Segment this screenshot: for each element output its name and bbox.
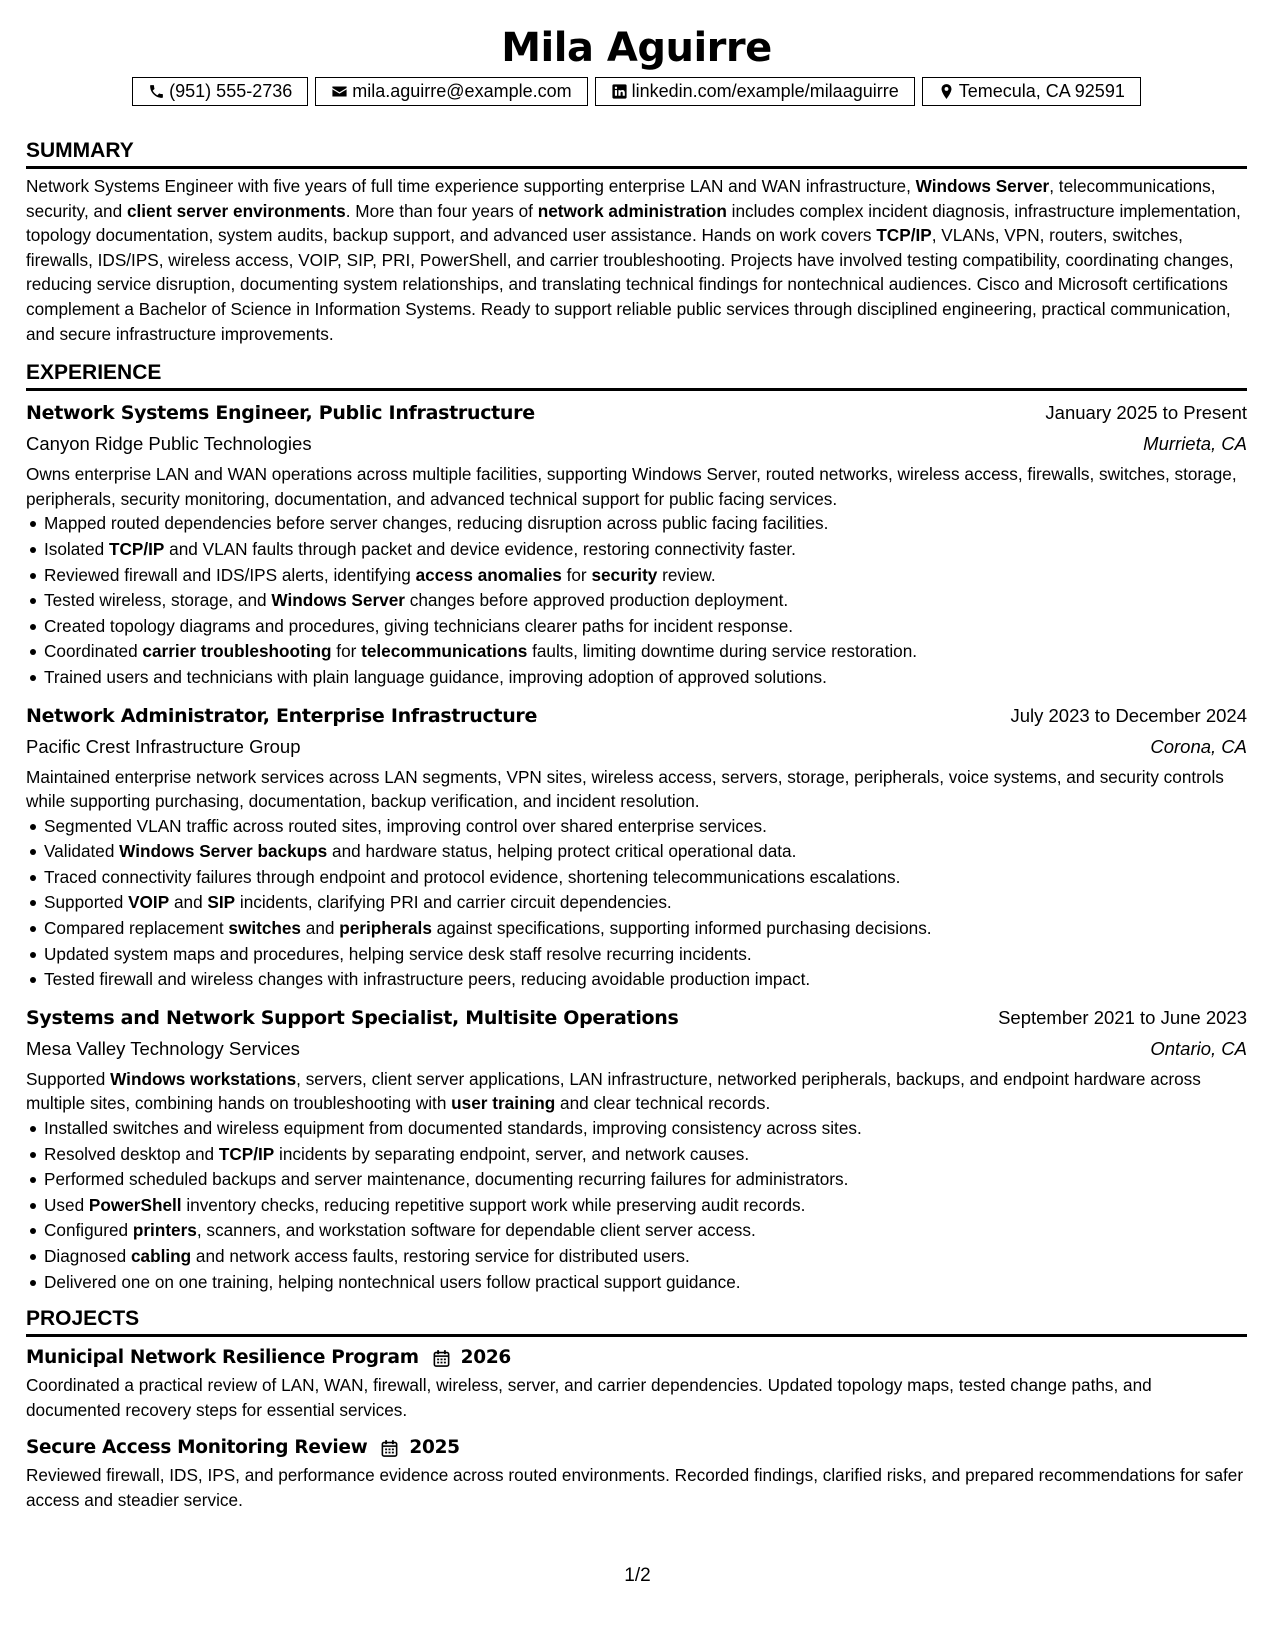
projects-heading: PROJECTS (26, 1306, 1247, 1337)
job-header (26, 1002, 1247, 1034)
text-segment: Mapped routed dependencies before server changes, reducing disruption across public facing facilities. (44, 513, 829, 534)
text-segment: Tested wireless, storage, and (44, 590, 272, 611)
text-segment: and network access faults, restoring service for distributed users. (191, 1246, 690, 1266)
email-text: mila.aguirre@example.com (352, 81, 572, 101)
text-segment: Tested firewall and wireless changes with infrastructure peers, reducing avoidable production impact. (44, 969, 811, 990)
job-entry (26, 700, 1247, 993)
candidate-name: Mila Aguirre (501, 25, 772, 71)
job-title: Systems and Network Support Specialist, Multisite Operations (26, 1006, 679, 1029)
text-segment: Resolved desktop and (44, 1143, 219, 1164)
text-segment: faults, limiting downtime during service restoration. (527, 641, 918, 662)
bullet-item (44, 1142, 1247, 1168)
bold-keyword: access anomalies (415, 564, 562, 585)
bold-keyword: Windows Server (271, 590, 405, 611)
bullet-item (44, 588, 1247, 614)
text-segment: Performed scheduled backups and server maintenance, documenting recurring failures for administrators. (44, 1169, 849, 1190)
bold-keyword: client server environments (126, 200, 346, 221)
text-segment: Supported (26, 1068, 111, 1089)
job-subheader (26, 732, 1247, 762)
job-title: Network Administrator, Enterprise Infrastructure (26, 704, 538, 727)
experience-list (26, 397, 1247, 1295)
text-segment: Isolated (44, 538, 109, 559)
text-segment: Network Systems Engineer with five years of full time experience supporting enterprise LAN and WAN infrastructure, (26, 176, 916, 196)
job-location: Corona, CA (1150, 735, 1247, 757)
text-segment: and VLAN faults through packet and device evidence, restoring connectivity faster. (164, 538, 796, 559)
bullet-item (44, 967, 1247, 993)
contact-location (922, 77, 1141, 106)
summary-text (26, 174, 1247, 346)
bold-keyword: VOIP (128, 892, 170, 913)
job-subheader (26, 1034, 1247, 1064)
bold-keyword: telecommunications (361, 641, 528, 662)
bold-keyword: TCP/IP (876, 225, 932, 246)
bold-keyword: peripherals (339, 918, 432, 939)
project-entry (26, 1433, 1247, 1512)
text-segment: incidents by separating endpoint, server, and network causes. (274, 1143, 750, 1164)
bullet-item (44, 563, 1247, 589)
bullet-item (44, 865, 1247, 891)
text-segment: Traced connectivity failures through endpoint and protocol evidence, shortening telecommunications escalations. (44, 866, 901, 887)
project-description: Coordinated a practical review of LAN, WAN, firewall, wireless, server, and carrier dependencies. Updated topology maps, tested change paths, and documented recovery steps for essential services. (26, 1375, 1152, 1420)
job-location: Murrieta, CA (1143, 433, 1247, 455)
text-segment: and (301, 918, 340, 939)
bullet-item (44, 916, 1247, 942)
job-header (26, 397, 1247, 429)
bullet-item (44, 1244, 1247, 1270)
text-segment: Validated (44, 841, 120, 862)
job-description (26, 1067, 1247, 1116)
bullet-item (44, 614, 1247, 640)
bullet-item (44, 1116, 1247, 1142)
text-segment: Diagnosed (44, 1246, 131, 1266)
job-header (26, 700, 1247, 732)
bullet-item (44, 839, 1247, 865)
text-segment: . More than four years of (345, 200, 538, 221)
project-year: 2026 (460, 1347, 511, 1369)
linkedin-icon (611, 83, 628, 100)
text-segment: Updated system maps and procedures, helping service desk staff resolve recurring incidents. (44, 943, 752, 964)
text-segment: Segmented VLAN traffic across routed sites, improving control over shared enterprise services. (44, 815, 767, 836)
phone-text: (951) 555-2736 (169, 81, 293, 101)
bold-keyword: security (591, 564, 658, 585)
text-segment: Coordinated (44, 641, 143, 662)
company-name: Mesa Valley Technology Services (26, 1037, 300, 1059)
project-header (26, 1343, 1247, 1373)
bullet-item (44, 1193, 1247, 1219)
text-segment: , telecommunications, security, and (26, 176, 1216, 221)
contact-linkedin[interactable] (595, 77, 915, 106)
text-segment: incidents, clarifying PRI and carrier circuit dependencies. (235, 892, 672, 913)
job-title: Network Systems Engineer, Public Infrastructure (26, 402, 535, 425)
job-description (26, 462, 1247, 511)
bold-keyword: PowerShell (88, 1194, 182, 1215)
job-entry (26, 1002, 1247, 1295)
job-entry (26, 397, 1247, 690)
text-segment: against specifications, supporting informed purchasing decisions. (431, 918, 932, 939)
projects-list (26, 1343, 1247, 1512)
text-segment: Installed switches and wireless equipment from documented standards, improving consistency across sites. (44, 1118, 862, 1139)
bold-keyword: cabling (130, 1246, 192, 1266)
text-segment: Configured (44, 1220, 133, 1241)
bullet-item (44, 1218, 1247, 1244)
experience-heading: EXPERIENCE (26, 360, 1247, 391)
bullet-item (44, 511, 1247, 537)
location-text: Temecula, CA 92591 (958, 81, 1125, 101)
envelope-icon (331, 83, 348, 100)
contact-bar (26, 77, 1247, 106)
contact-email[interactable] (315, 77, 587, 106)
text-segment: and clear technical records. (555, 1093, 771, 1114)
bullet-item (44, 665, 1247, 691)
summary-heading: SUMMARY (26, 138, 1247, 169)
bullet-item (44, 1167, 1247, 1193)
text-segment: includes complex incident diagnosis, infrastructure implementation, topology documentation, system audits, backup support, and advanced user assistance. Hands on work covers (26, 200, 1241, 246)
bold-keyword: TCP/IP (108, 538, 165, 559)
project-name: Municipal Network Resilience Program (26, 1347, 419, 1369)
company-name: Canyon Ridge Public Technologies (26, 433, 312, 455)
bullet-item (44, 814, 1247, 840)
text-segment: Reviewed firewall and IDS/IPS alerts, identifying (44, 564, 416, 585)
bullet-item (44, 890, 1247, 916)
bold-keyword: switches (228, 918, 301, 939)
bold-keyword: Windows Server (915, 176, 1050, 196)
text-segment: , scanners, and workstation software for dependable client server access. (196, 1220, 756, 1241)
phone-icon (148, 83, 165, 100)
bullet-item (44, 1270, 1247, 1296)
project-name: Secure Access Monitoring Review (26, 1437, 368, 1459)
bold-keyword: user training (451, 1093, 556, 1114)
job-bullets (26, 814, 1247, 993)
job-dates: September 2021 to June 2023 (998, 1006, 1247, 1028)
job-bullets (26, 511, 1247, 690)
map-pin-icon (938, 83, 955, 100)
text-segment: and (169, 892, 208, 913)
text-segment: Delivered one on one training, helping nontechnical users follow practical support guidance. (44, 1271, 741, 1292)
text-segment: , servers, client server applications, LAN infrastructure, networked peripherals, backups, and endpoint hardware across multiple sites, combining hands on troubleshooting with (26, 1068, 1201, 1114)
job-location: Ontario, CA (1150, 1037, 1247, 1059)
project-header (26, 1433, 1247, 1463)
text-segment: Compared replacement (44, 918, 229, 939)
project-entry (26, 1343, 1247, 1422)
job-bullets (26, 1116, 1247, 1295)
bullet-item (44, 639, 1247, 665)
text-segment: , VLANs, VPN, routers, switches, firewalls, IDS/IPS, wireless access, VOIP, SIP, PRI, PowerShell, and carrier troubleshooting. Projects have involved testing compatibility, coordinating changes, reducing service disruption, documenting system relationships, and translating technical findings for nontechnical audiences. Cisco and Microsoft certifications complement a Bachelor of Science in Information Systems. Ready to support reliable public services through disciplined engineering, practical communication, and secure infrastructure improvements. (26, 225, 1234, 344)
text-segment: Maintained enterprise network services across LAN segments, VPN sites, wireless access, servers, storage, peripherals, voice systems, and security controls while supporting purchasing, documentation, backup verification, and incident resolution. (26, 766, 1224, 812)
bold-keyword: Windows Server backups (119, 841, 328, 862)
bold-keyword: network administration (537, 200, 727, 221)
project-year: 2025 (409, 1437, 460, 1459)
bullet-item (44, 537, 1247, 563)
text-segment: changes before approved production deployment. (404, 590, 789, 611)
calendar-icon (380, 1439, 399, 1458)
text-segment: Supported (44, 892, 129, 913)
text-segment: inventory checks, reducing repetitive support work while preserving audit records. (181, 1194, 806, 1215)
job-dates: January 2025 to Present (1045, 402, 1247, 424)
bold-keyword: printers (132, 1220, 197, 1241)
job-description (26, 765, 1247, 814)
contact-phone[interactable] (132, 77, 308, 106)
text-segment: review. (657, 564, 716, 585)
linkedin-text: linkedin.com/example/milaaguirre (631, 81, 899, 101)
text-segment: for (331, 641, 362, 662)
text-segment: Created topology diagrams and procedures, giving technicians clearer paths for incident response. (44, 615, 794, 636)
company-name: Pacific Crest Infrastructure Group (26, 735, 301, 757)
job-subheader (26, 429, 1247, 459)
bullet-item (44, 942, 1247, 968)
text-segment: and hardware status, helping protect critical operational data. (327, 841, 797, 862)
bold-keyword: TCP/IP (218, 1143, 275, 1164)
bold-keyword: SIP (207, 892, 236, 913)
text-segment: Used (44, 1194, 89, 1215)
text-segment: Trained users and technicians with plain language guidance, improving adoption of approved solutions. (44, 666, 827, 687)
bold-keyword: Windows workstations (110, 1068, 297, 1089)
calendar-icon (432, 1349, 451, 1368)
resume-page (26, 18, 1247, 1513)
job-dates: July 2023 to December 2024 (1010, 704, 1247, 726)
project-description: Reviewed firewall, IDS, IPS, and performance evidence across routed environments. Recorded findings, clarified risks, and prepared recommendations for safer access and steadier service. (26, 1465, 1244, 1510)
page-number: 1/2 (624, 1565, 651, 1586)
text-segment: Owns enterprise LAN and WAN operations across multiple facilities, supporting Windows Server, routed networks, wireless access, firewalls, switches, storage, peripherals, security monitoring, documentation, and advanced technical support for public facing services. (26, 464, 1237, 509)
bold-keyword: carrier troubleshooting (142, 641, 332, 662)
text-segment: for (561, 564, 592, 585)
